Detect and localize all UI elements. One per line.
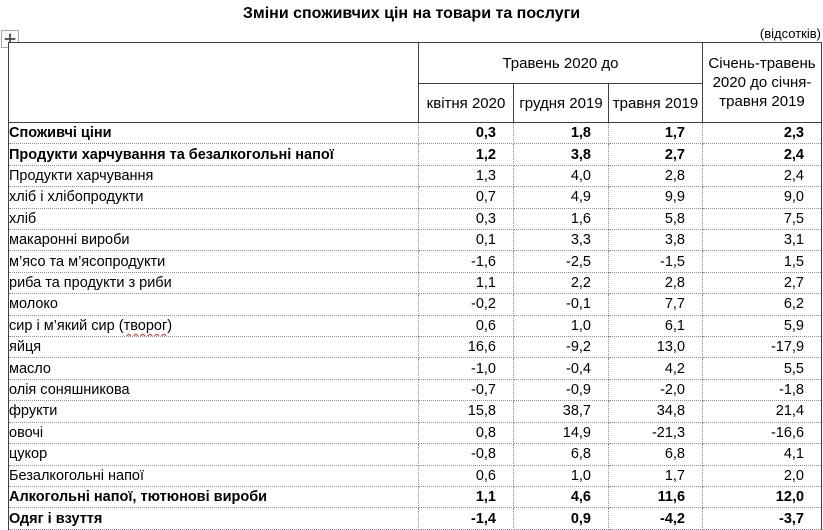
row-label-cell: хліб — [9, 208, 419, 229]
value-cell: -1,4 — [419, 508, 514, 529]
value-cell: 6,1 — [609, 315, 703, 336]
value-cell: -4,2 — [609, 508, 703, 529]
value-cell: -0,4 — [514, 358, 609, 379]
value-cell: 15,8 — [419, 401, 514, 422]
spellcheck-underlined-word: творог — [123, 317, 168, 334]
page-title: Зміни споживчих цін на товари та послуги — [242, 5, 581, 22]
value-cell: 1,1 — [419, 272, 514, 293]
value-cell: 1,6 — [514, 208, 609, 229]
row-label-cell: хліб і хлібопродукти — [9, 187, 419, 208]
value-cell: 2,7 — [703, 272, 822, 293]
table-row — [9, 165, 822, 186]
row-label-cell: масло — [9, 358, 419, 379]
value-cell: 3,8 — [514, 144, 609, 165]
column-group-header-may-2020: Травень 2020 до — [419, 43, 703, 84]
row-label-cell: молоко — [9, 294, 419, 315]
table-row — [9, 508, 822, 529]
table-row — [9, 379, 822, 400]
value-cell: 5,8 — [609, 208, 703, 229]
value-cell: -0,9 — [514, 379, 609, 400]
value-cell: 11,6 — [609, 486, 703, 507]
row-label-cell: Безалкогольні напої — [9, 465, 419, 486]
table-row — [9, 251, 822, 272]
value-cell: 4,2 — [609, 358, 703, 379]
value-cell: 21,4 — [703, 401, 822, 422]
value-cell: 13,0 — [609, 337, 703, 358]
column-header-jan-may-2020: Січень-травень 2020 до січня-травня 2019 — [703, 43, 822, 123]
value-cell: -9,2 — [514, 337, 609, 358]
table-row — [9, 123, 822, 144]
value-cell: 4,1 — [703, 444, 822, 465]
value-cell: 3,8 — [609, 230, 703, 251]
row-label-cell: цукор — [9, 444, 419, 465]
value-cell: 1,8 — [514, 123, 609, 144]
value-cell: 34,8 — [609, 401, 703, 422]
value-cell: -16,6 — [703, 422, 822, 443]
table-row — [9, 272, 822, 293]
row-label-cell: Споживчі ціни — [9, 123, 419, 144]
table-body — [9, 123, 822, 530]
row-label-cell: макаронні вироби — [9, 230, 419, 251]
value-cell: 1,0 — [514, 315, 609, 336]
value-cell: 2,4 — [703, 144, 822, 165]
value-cell: 14,9 — [514, 422, 609, 443]
value-cell: -0,1 — [514, 294, 609, 315]
table-row — [9, 337, 822, 358]
value-cell: 12,0 — [703, 486, 822, 507]
table-row — [9, 444, 822, 465]
value-cell: -3,7 — [703, 508, 822, 529]
value-cell: 38,7 — [514, 401, 609, 422]
row-label-column-header — [9, 43, 419, 123]
row-label-cell: Одяг і взуття — [9, 508, 419, 529]
value-cell: 16,6 — [419, 337, 514, 358]
value-cell: -0,7 — [419, 379, 514, 400]
value-cell: 0,3 — [419, 208, 514, 229]
value-cell: 0,6 — [419, 465, 514, 486]
value-cell: 0,6 — [419, 315, 514, 336]
row-label-cell: олія соняшникова — [9, 379, 419, 400]
table-row — [9, 358, 822, 379]
row-label-cell: овочі — [9, 422, 419, 443]
value-cell: 9,9 — [609, 187, 703, 208]
value-cell: -0,8 — [419, 444, 514, 465]
value-cell: -1,8 — [703, 379, 822, 400]
value-cell: 0,7 — [419, 187, 514, 208]
table-row — [9, 144, 822, 165]
row-label-cell: фрукти — [9, 401, 419, 422]
value-cell: 2,3 — [703, 123, 822, 144]
value-cell: 2,7 — [609, 144, 703, 165]
value-cell: 1,5 — [703, 251, 822, 272]
value-cell: 2,2 — [514, 272, 609, 293]
table-row — [9, 208, 822, 229]
row-label-cell: Алкогольні напої, тютюнові вироби — [9, 486, 419, 507]
value-cell: 7,7 — [609, 294, 703, 315]
value-cell: 5,5 — [703, 358, 822, 379]
row-label-cell: сир і м’який сир (творог) — [9, 315, 419, 336]
price-changes-table — [8, 42, 822, 530]
value-cell: 0,8 — [419, 422, 514, 443]
value-cell: 2,0 — [703, 465, 822, 486]
value-cell: 6,2 — [703, 294, 822, 315]
unit-note: (відсотків) — [759, 26, 821, 41]
value-cell: 3,3 — [514, 230, 609, 251]
value-cell: 7,5 — [703, 208, 822, 229]
value-cell: 0,9 — [514, 508, 609, 529]
row-label-cell: Продукти харчування та безалкогольні напої — [9, 144, 419, 165]
table-row — [9, 294, 822, 315]
value-cell: -2,0 — [609, 379, 703, 400]
value-cell: 1,0 — [514, 465, 609, 486]
value-cell: -2,5 — [514, 251, 609, 272]
table-row — [9, 230, 822, 251]
value-cell: 1,2 — [419, 144, 514, 165]
column-header-december-2019: грудня 2019 — [514, 84, 609, 123]
row-label-cell: Продукти харчування — [9, 165, 419, 186]
value-cell: 3,1 — [703, 230, 822, 251]
value-cell: 4,0 — [514, 165, 609, 186]
table-row — [9, 422, 822, 443]
table-row — [9, 187, 822, 208]
value-cell: -21,3 — [609, 422, 703, 443]
value-cell: 4,9 — [514, 187, 609, 208]
row-label-cell: м’ясо та м’ясопродукти — [9, 251, 419, 272]
value-cell: 1,7 — [609, 123, 703, 144]
value-cell: -1,0 — [419, 358, 514, 379]
value-cell: 0,1 — [419, 230, 514, 251]
value-cell: -1,6 — [419, 251, 514, 272]
table-row — [9, 486, 822, 507]
value-cell: 6,8 — [609, 444, 703, 465]
table-header — [9, 43, 822, 123]
row-label-cell: риба та продукти з риби — [9, 272, 419, 293]
value-cell: 6,8 — [514, 444, 609, 465]
table-row — [9, 315, 822, 336]
column-header-april-2020: квітня 2020 — [419, 84, 514, 123]
value-cell: 2,8 — [609, 165, 703, 186]
value-cell: 2,4 — [703, 165, 822, 186]
value-cell: 1,1 — [419, 486, 514, 507]
value-cell: 5,9 — [703, 315, 822, 336]
value-cell: 0,3 — [419, 123, 514, 144]
value-cell: -17,9 — [703, 337, 822, 358]
column-header-may-2019: травня 2019 — [609, 84, 703, 123]
value-cell: -0,2 — [419, 294, 514, 315]
value-cell: 4,6 — [514, 486, 609, 507]
value-cell: -1,5 — [609, 251, 703, 272]
value-cell: 2,8 — [609, 272, 703, 293]
row-label-cell: яйця — [9, 337, 419, 358]
value-cell: 1,7 — [609, 465, 703, 486]
table-row — [9, 465, 822, 486]
value-cell: 9,0 — [703, 187, 822, 208]
table-row — [9, 401, 822, 422]
value-cell: 1,3 — [419, 165, 514, 186]
